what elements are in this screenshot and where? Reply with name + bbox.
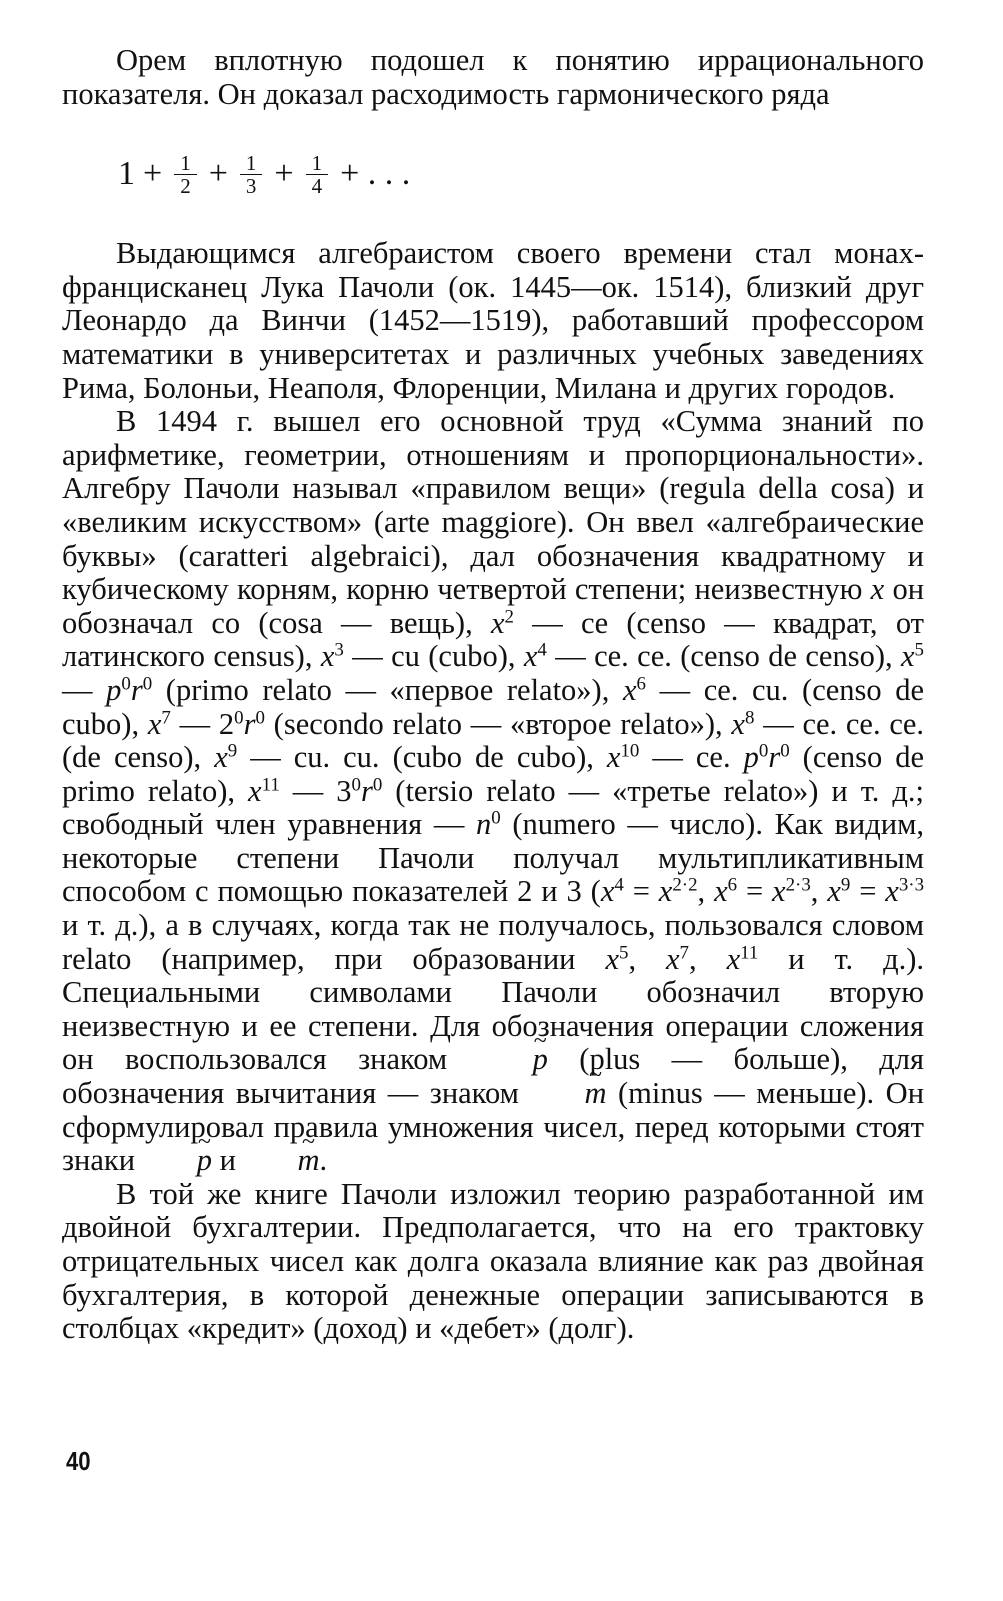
minus-tilde-symbol: ~ m	[530, 1077, 606, 1111]
formula-ellipsis: + . . .	[340, 155, 411, 193]
fraction-denominator: 3	[245, 173, 257, 198]
page-number: 40	[66, 1446, 91, 1476]
formula-fraction-half	[174, 152, 197, 197]
intro-block	[62, 44, 924, 111]
fraction-numerator: 1	[240, 152, 263, 175]
intro-line-2: показателя. Он доказал расходимость гармонического ряда	[62, 76, 830, 111]
minus-tilde-symbol: ~ m	[244, 1144, 320, 1178]
formula-plus: +	[143, 155, 163, 193]
intro-line-1: Орем вплотную подошел к понятию иррационального	[116, 43, 924, 77]
paragraph-bookkeeping: В той же книге Пачоли изложил теорию разработанной им двойной бухгалтерии. Предполагается, что на его трактовку отрицательных чисел как долга оказала влияние как раз двойная бухгалтерия, в которой денежные операции записываются в столбцах «кредит» (доход) и «дебет» (долг).	[62, 1176, 924, 1346]
fraction-denominator: 4	[311, 173, 323, 198]
page-content	[62, 44, 924, 1346]
fraction-numerator: 1	[306, 152, 329, 175]
formula-fraction-quarter	[306, 152, 329, 197]
plus-tilde-symbol: ~ p	[479, 1043, 548, 1077]
fraction-numerator: 1	[174, 152, 197, 175]
formula-plus: +	[274, 155, 294, 193]
paragraph-summa: В 1494 г. вышел его основной труд «Сумма знаний по арифметике, геометрии, отношениям и пропорциональности». Алгебру Пачоли называл «правилом вещи» (regula della cosa) и «великим искусством» (arte maggiore). Он ввел «алгебраические буквы» (caratteri algebraici), дал обозначения квадратному и кубическому корням, корню четвертой степени; неизвестную x он обозначал co (cosa — вещь), $x^2$ — ce (censo — квадрат, от латинского census), $x^3$ — cu (cubo), $x^4$ — ce. ce. (censo de censo), $x^5$ — $p^0r^0$ (primo relato — «первое relato»), $x^6$ — ce. cu. (censo de cubo), $x^7$ — $2^0r^0$ (secondo relato — «второе relato»), $x^8$ — ce. ce. ce. (de censo), $x^9$ — cu. cu. (cubo de cubo), $x^{10}$ — ce. $p^0r^0$ (censo de primo relato), $x^{11}$ — $3^0r^0$ (tersio relato — «третье relato») и т. д.; свободный член уравнения — $n^0$ (numero — число). Как видим, некоторые степени Пачоли получал мультипликативным способом с помощью показателей 2 и 3 ($x^4 = x^{2\cdot 2}$, $x^6 = x^{2\cdot 3}$, $x^9 = x^{3\cdot 3}$ и т. д.), а в случаях, когда так не получалось, пользовался словом relato (например, при образовании $x^5$, $x^7$, $x^{11}$ и т. д.). Специальными символами Пачоли обозначил вторую неизвестную и ее степени. Для обозначения операции сложения он воспользовался знаком ~ p (plus — больше), для обозначения вычитания — знаком ~ m (minus — меньше). Он сформулировал правила умножения чисел, перед которыми стоят знаки ~ p и ~ m.	[62, 405, 924, 1178]
formula-fraction-third	[240, 152, 263, 197]
harmonic-series-formula	[118, 139, 924, 209]
formula-term-one: 1	[118, 155, 135, 193]
main-text	[62, 237, 924, 1346]
fraction-denominator: 2	[180, 173, 191, 198]
formula-plus: +	[208, 155, 228, 193]
intro-paragraph	[62, 44, 924, 111]
paragraph-pacioli-intro: Выдающимся алгебраистом своего времени стал монах-францисканец Лука Пачоли (ок. 1445—ок. 1514), близкий друг Леонардо да Винчи (1452—1519), работавший профессором математики в университетах и различных учебных заведениях Рима, Болоньи, Неаполя, Флоренции, Милана и других городов.	[62, 236, 924, 405]
plus-tilde-symbol: ~ p	[143, 1144, 212, 1178]
